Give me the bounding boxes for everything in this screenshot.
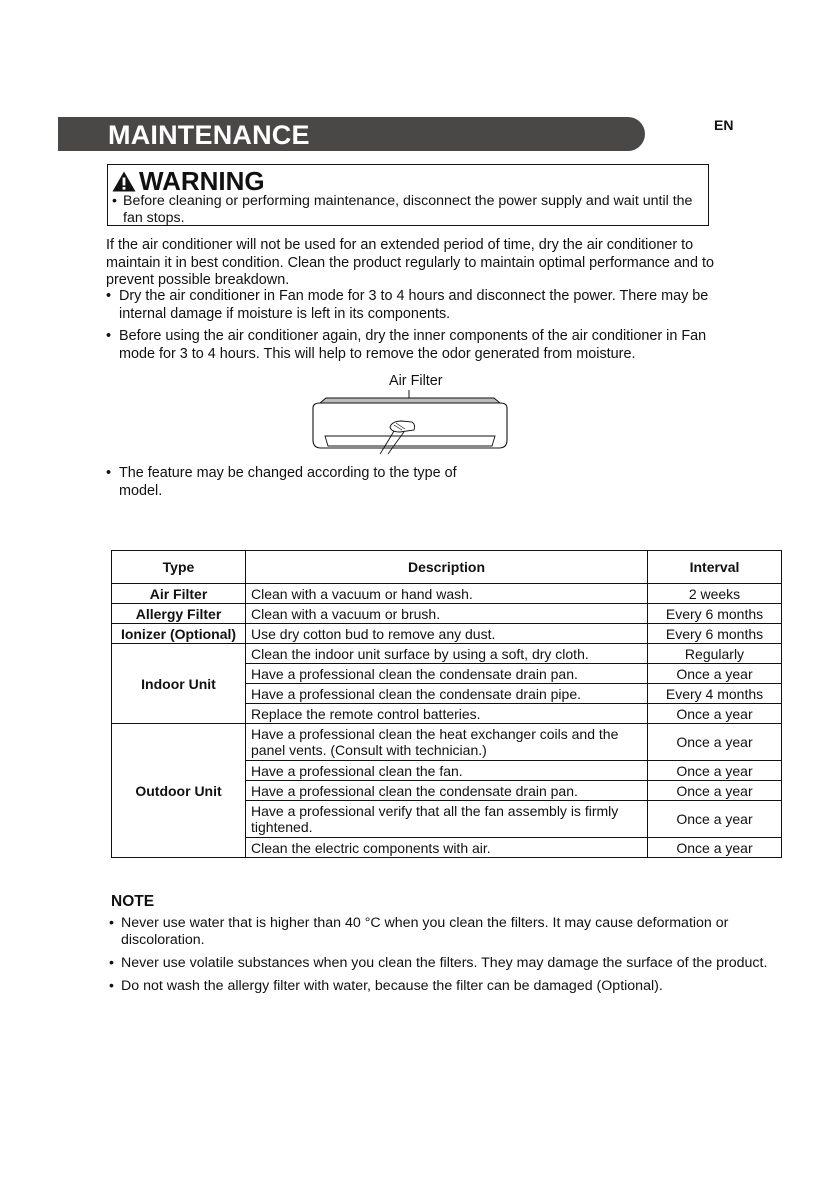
description-cell: Have a professional clean the heat exchanger coils and the panel vents. (Consult with technician.)	[246, 724, 648, 761]
bullet-icon: •	[109, 915, 114, 931]
type-cell: Ionizer (Optional)	[112, 624, 246, 644]
feature-note-item	[106, 465, 486, 500]
description-cell: Have a professional clean the condensate drain pan.	[246, 781, 648, 801]
feature-note-text: The feature may be changed according to the type of model.	[119, 465, 457, 499]
warning-triangle-icon	[112, 171, 136, 192]
interval-cell: Every 6 months	[648, 604, 782, 624]
bullet-icon: •	[112, 193, 117, 209]
interval-cell: Once a year	[648, 664, 782, 684]
warning-title: WARNING	[139, 166, 265, 196]
description-cell: Replace the remote control batteries.	[246, 704, 648, 724]
intro-bullet-list-2	[106, 328, 726, 363]
indoor-unit-cleaning-illustration-icon	[310, 388, 510, 456]
intro-bullet-list	[106, 288, 726, 323]
intro-bullet-text: Before using the air conditioner again, dry the inner components of the air conditioner in Fan mode for 3 to 4 hours. This will help to remove the odor generated from moisture.	[119, 328, 707, 362]
table-row	[112, 604, 782, 624]
type-cell: Outdoor Unit	[112, 724, 246, 858]
bullet-icon: •	[106, 288, 112, 304]
note-item-text: Never use volatile substances when you clean the filters. They may damage the surface of the product.	[121, 955, 768, 971]
interval-cell: Once a year	[648, 838, 782, 858]
table-row	[112, 644, 782, 664]
column-header-interval: Interval	[648, 551, 782, 584]
note-item-text: Do not wash the allergy filter with water, because the filter can be damaged (Optional).	[121, 978, 663, 994]
language-label: EN	[714, 117, 734, 133]
interval-cell: Every 6 months	[648, 624, 782, 644]
intro-bullet-item	[106, 288, 726, 323]
warning-item	[112, 193, 702, 227]
table-header-row	[112, 551, 782, 584]
note-heading: NOTE	[111, 893, 155, 910]
interval-cell: Once a year	[648, 781, 782, 801]
note-item-text: Never use water that is higher than 40 °C when you clean the filters. It may cause deformation or discoloration.	[121, 915, 729, 948]
interval-cell: Regularly	[648, 644, 782, 664]
note-item	[109, 955, 789, 972]
note-item	[109, 915, 789, 949]
warning-item-text: Before cleaning or performing maintenance, disconnect the power supply and wait until the fan stops.	[123, 193, 693, 226]
description-cell: Have a professional clean the fan.	[246, 761, 648, 781]
warning-list	[112, 193, 702, 227]
table-row	[112, 584, 782, 604]
interval-cell: Once a year	[648, 801, 782, 838]
note-item	[109, 978, 789, 995]
intro-bullet-text: Dry the air conditioner in Fan mode for 3 to 4 hours and disconnect the power. There may be internal damage if moisture is left in its components.	[119, 288, 709, 322]
warning-heading	[112, 167, 265, 195]
description-cell: Have a professional verify that all the fan assembly is firmly tightened.	[246, 801, 648, 838]
bullet-icon: •	[106, 465, 112, 481]
column-header-description: Description	[246, 551, 648, 584]
interval-cell: Once a year	[648, 724, 782, 761]
note-list	[109, 915, 789, 995]
description-cell: Have a professional clean the condensate drain pan.	[246, 664, 648, 684]
page-title: MAINTENANCE	[108, 120, 310, 150]
table-row	[112, 724, 782, 761]
type-cell: Air Filter	[112, 584, 246, 604]
feature-note	[106, 465, 486, 500]
figure-label-air-filter: Air Filter	[389, 373, 443, 389]
description-cell: Clean with a vacuum or hand wash.	[246, 584, 648, 604]
bullet-icon: •	[109, 978, 114, 994]
interval-cell: Every 4 months	[648, 684, 782, 704]
interval-cell: Once a year	[648, 704, 782, 724]
type-cell: Indoor Unit	[112, 644, 246, 724]
description-cell: Have a professional clean the condensate drain pipe.	[246, 684, 648, 704]
description-cell: Clean with a vacuum or brush.	[246, 604, 648, 624]
bullet-icon: •	[106, 328, 112, 344]
intro-bullet-item	[106, 328, 726, 363]
bullet-icon: •	[109, 955, 114, 971]
intro-paragraph: If the air conditioner will not be used for an extended period of time, dry the air conditioner to maintain it in best condition. Clean the product regularly to maintain optimal performance and to prevent possible breakdown.	[106, 237, 714, 288]
table-row	[112, 624, 782, 644]
description-cell: Clean the electric components with air.	[246, 838, 648, 858]
interval-cell: Once a year	[648, 761, 782, 781]
description-cell: Use dry cotton bud to remove any dust.	[246, 624, 648, 644]
maintenance-table	[111, 550, 782, 858]
interval-cell: 2 weeks	[648, 584, 782, 604]
type-cell: Allergy Filter	[112, 604, 246, 624]
description-cell: Clean the indoor unit surface by using a soft, dry cloth.	[246, 644, 648, 664]
column-header-type: Type	[112, 551, 246, 584]
